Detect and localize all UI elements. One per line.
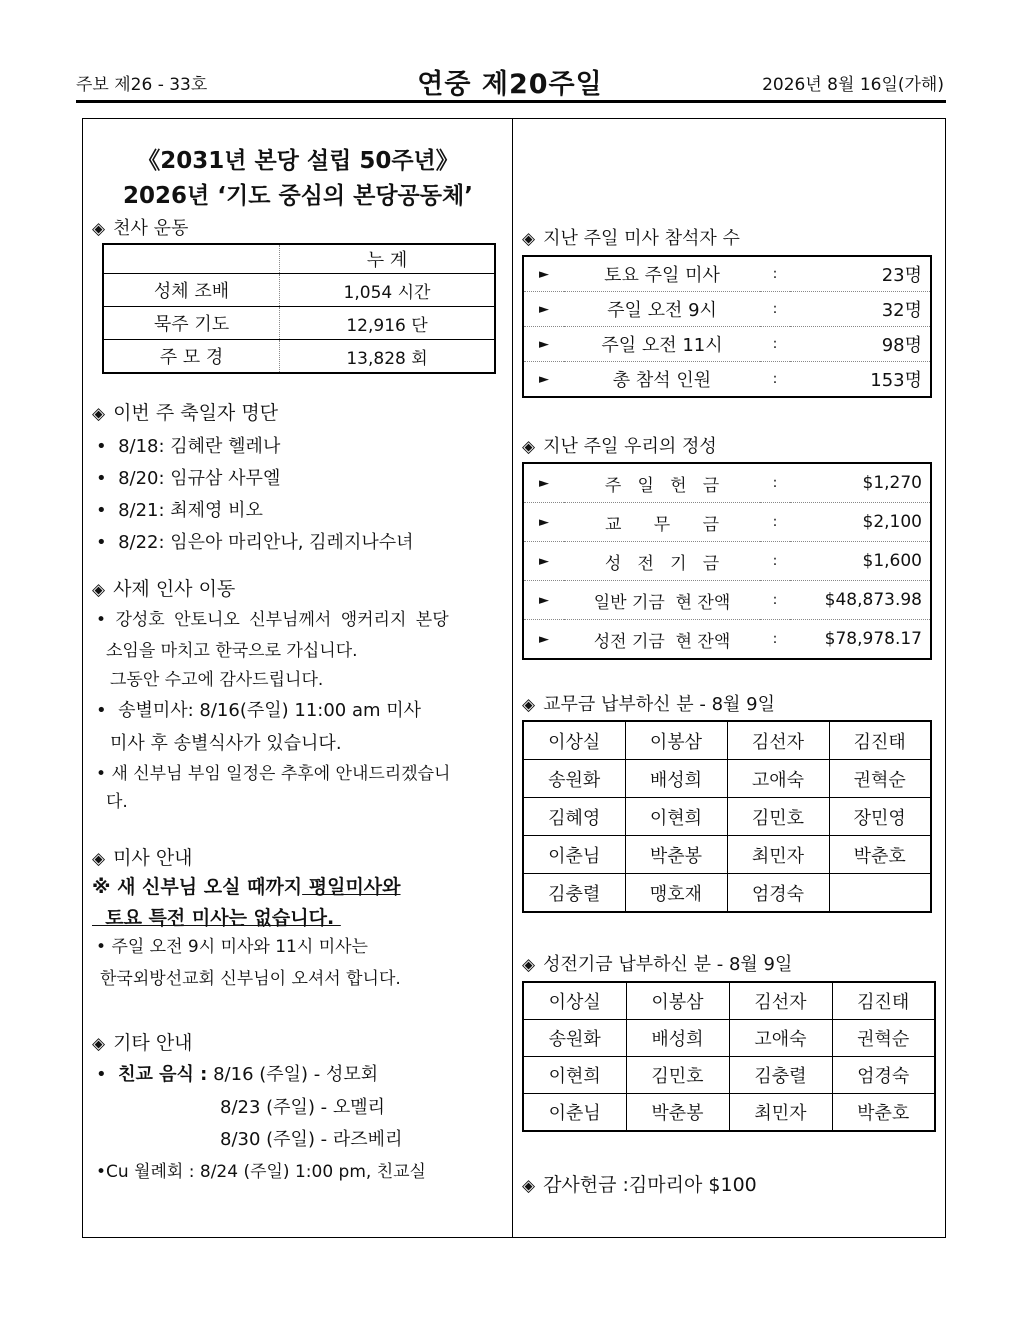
priest-text xyxy=(96,605,449,630)
header-rule xyxy=(76,100,946,103)
diamond-icon: ◈ xyxy=(92,1034,106,1054)
name-cell: 권혁순 xyxy=(829,760,931,798)
name-cell: 엄경숙 xyxy=(832,1057,935,1094)
priest-line: 다. xyxy=(106,792,128,812)
table-row xyxy=(523,542,931,581)
bullet-icon: • xyxy=(96,500,107,521)
attendance-label: 주일 오전 9시 xyxy=(564,292,760,327)
feast-item: 8/21: 최제영 비오 xyxy=(118,500,263,521)
arrow-icon: ► xyxy=(523,542,564,581)
mass-notice-underlined: 토요 특전 미사는 없습니다. xyxy=(92,907,341,929)
list-item xyxy=(96,496,263,522)
table-row xyxy=(523,1020,935,1057)
colon: : xyxy=(760,463,790,503)
name-cell: 이봉삼 xyxy=(625,721,727,760)
attendance-label: 주일 오전 11시 xyxy=(564,327,760,362)
feast-item: 8/22: 임은아 마리안나, 김레지나수녀 xyxy=(118,532,414,553)
offering-heading-text: 지난 주일 우리의 정성 xyxy=(543,436,717,457)
name-cell: 이춘님 xyxy=(523,836,625,874)
attendance-value: 153명 xyxy=(870,370,922,391)
name-cell: 맹호재 xyxy=(625,874,727,913)
table-row xyxy=(523,327,931,362)
arrow-icon: ► xyxy=(539,371,549,387)
attendance-label: 토요 주일 미사 xyxy=(564,256,760,292)
colon: : xyxy=(760,542,790,581)
table-row xyxy=(523,721,931,760)
diamond-icon: ◈ xyxy=(522,955,536,975)
priest-line: 강성호 안토니오 신부님께서 앵커리지 본당 xyxy=(115,610,449,630)
feast-heading xyxy=(92,398,278,425)
name-cell: 김민호 xyxy=(727,798,829,836)
table-row xyxy=(523,798,931,836)
thanks-offering-text: 감사헌금 :김마리아 $100 xyxy=(543,1174,757,1196)
offering-label: 주 일 헌 금 xyxy=(564,463,760,503)
priest-text xyxy=(96,759,450,784)
name-cell: 송원화 xyxy=(523,1020,626,1057)
attendance-heading xyxy=(522,224,740,250)
name-cell: 이상실 xyxy=(523,721,625,760)
table-row xyxy=(523,256,931,292)
issue-number: 주보 제26 - 33호 xyxy=(76,75,208,95)
offering-table xyxy=(522,462,932,660)
name-cell: 김충렬 xyxy=(729,1057,832,1094)
table-row xyxy=(103,307,495,340)
list-item xyxy=(96,464,280,490)
priest-line: 미사 후 송별식사가 있습니다. xyxy=(110,733,342,754)
bullet-icon: • xyxy=(96,610,107,630)
offering-heading xyxy=(522,432,717,458)
diamond-icon: ◈ xyxy=(522,695,536,715)
arrow-icon: ► xyxy=(523,503,564,542)
colon: : xyxy=(772,631,778,647)
arrow-icon: ► xyxy=(523,463,564,503)
colon: : xyxy=(760,327,790,362)
table-row xyxy=(523,1094,935,1132)
attendance-value: 98명 xyxy=(790,327,931,362)
name-cell: 김혜영 xyxy=(523,798,625,836)
table-row xyxy=(523,503,931,542)
colon: : xyxy=(772,371,778,387)
name-cell: 김진태 xyxy=(832,982,935,1020)
angel-label: 주 모 경 xyxy=(103,340,280,374)
mass-line: 한국외방선교회 신부님이 오셔서 합니다. xyxy=(100,969,401,989)
offering-label: 성 전 기 금 xyxy=(564,542,760,581)
angel-heading-text: 천사 운동 xyxy=(113,218,189,239)
list-item xyxy=(96,528,414,554)
food-item: 8/23 (주일) - 오멜리 xyxy=(220,1097,386,1118)
arrow-icon: ► xyxy=(523,327,564,362)
table-row xyxy=(523,760,931,798)
offering-value: $2,100 xyxy=(790,503,931,542)
angel-label: 성체 조배 xyxy=(103,274,280,307)
arrow-icon: ► xyxy=(523,581,564,620)
mass-notice-prefix: ※ 새 신부님 오실 때까지 xyxy=(92,876,303,898)
food-line xyxy=(96,1060,378,1086)
angel-value: 12,916 단 xyxy=(280,307,496,340)
feast-item: 8/20: 임규삼 사무엘 xyxy=(118,468,281,489)
name-cell: 박춘봉 xyxy=(625,836,727,874)
offering-value: $48,873.98 xyxy=(790,581,931,620)
bullet-icon: • xyxy=(96,1162,107,1182)
diamond-icon: ◈ xyxy=(522,1176,536,1196)
table-row xyxy=(523,362,931,398)
offering-value: $78,978.17 xyxy=(824,629,922,649)
diamond-icon: ◈ xyxy=(92,404,106,424)
bullet-icon: • xyxy=(96,468,107,489)
name-cell: 엄경숙 xyxy=(727,874,829,913)
name-cell: 김진태 xyxy=(829,721,931,760)
name-cell: 권혁순 xyxy=(832,1020,935,1057)
attendance-value: 23명 xyxy=(790,256,931,292)
colon: : xyxy=(760,581,790,620)
name-cell: 고애숙 xyxy=(729,1020,832,1057)
mass-heading-text: 미사 안내 xyxy=(113,847,193,869)
arrow-icon: ► xyxy=(523,256,564,292)
attendance-label: 총 참석 인원 xyxy=(612,370,712,391)
priest-heading xyxy=(92,574,235,601)
attendance-table xyxy=(522,255,932,398)
name-cell: 김선자 xyxy=(729,982,832,1020)
colon: : xyxy=(760,256,790,292)
priest-heading-text: 사제 인사 이동 xyxy=(113,578,236,600)
priest-line: 송별미사: 8/16(주일) 11:00 am 미사 xyxy=(118,700,422,721)
priest-text xyxy=(96,696,421,722)
banner-line-1: 《2031년 본당 설립 50주년》 xyxy=(137,148,459,174)
table-row xyxy=(103,274,495,307)
name-cell: 박춘호 xyxy=(829,836,931,874)
name-cell xyxy=(829,874,931,913)
diamond-icon: ◈ xyxy=(92,580,106,600)
name-cell: 이봉삼 xyxy=(626,982,729,1020)
name-cell: 이현희 xyxy=(523,1057,626,1094)
attendance-value: 32명 xyxy=(790,292,931,327)
other-heading xyxy=(92,1028,193,1055)
mass-text xyxy=(96,932,368,957)
cu-line xyxy=(96,1157,426,1182)
offering-label: 일반 기금 현 잔액 xyxy=(564,581,760,620)
table-row xyxy=(523,463,931,503)
bullet-icon: • xyxy=(96,1064,107,1085)
bullet-icon: • xyxy=(96,436,107,457)
name-cell: 송원화 xyxy=(523,760,625,798)
diamond-icon: ◈ xyxy=(522,229,536,249)
cu-text: Cu 월례회 : 8/24 (주일) 1:00 pm, 친교실 xyxy=(106,1162,426,1182)
food-item: 8/30 (주일) - 라즈베리 xyxy=(220,1129,403,1150)
name-cell: 최민자 xyxy=(729,1094,832,1132)
name-cell: 최민자 xyxy=(727,836,829,874)
name-cell: 김민호 xyxy=(626,1057,729,1094)
building-heading-text: 성전기금 납부하신 분 - 8월 9일 xyxy=(543,954,793,975)
angel-col-header: 누 계 xyxy=(280,244,496,274)
issue-date: 2026년 8월 16일(가해) xyxy=(762,75,944,95)
table-cell xyxy=(103,244,280,274)
thanks-offering xyxy=(522,1170,757,1197)
table-row xyxy=(523,836,931,874)
table-row xyxy=(523,581,931,620)
list-item xyxy=(96,432,280,458)
name-cell: 배성희 xyxy=(625,760,727,798)
name-cell: 고애숙 xyxy=(727,760,829,798)
feast-heading-text: 이번 주 축일자 명단 xyxy=(113,402,279,424)
mass-line: 주일 오전 9시 미사와 11시 미사는 xyxy=(111,937,368,957)
angel-table xyxy=(102,243,496,374)
bullet-icon: • xyxy=(96,532,107,553)
offering-label: 성전 기금 현 잔액 xyxy=(593,631,731,652)
priest-line: 새 신부님 부임 일정은 추후에 안내드리겠습니 xyxy=(111,764,451,784)
banner-line-2: 2026년 ‘기도 중심의 본당공동체’ xyxy=(123,183,473,209)
mass-notice-underlined: 평일미사와 xyxy=(302,876,401,898)
table-row xyxy=(103,244,495,274)
page-title: 연중 제20주일 xyxy=(417,69,603,100)
food-item: 8/16 (주일) - 성모회 xyxy=(207,1064,379,1085)
gyomu-heading xyxy=(522,690,775,716)
name-cell: 배성희 xyxy=(626,1020,729,1057)
gyomu-heading-text: 교무금 납부하신 분 - 8월 9일 xyxy=(543,694,775,715)
diamond-icon: ◈ xyxy=(92,849,106,869)
food-label: 친교 음식 : xyxy=(118,1064,208,1085)
column-divider xyxy=(512,118,513,1238)
name-cell: 이현희 xyxy=(625,798,727,836)
mass-heading xyxy=(92,843,193,870)
offering-value: $1,600 xyxy=(790,542,931,581)
table-row xyxy=(523,1057,935,1094)
bullet-icon: • xyxy=(96,937,107,957)
building-heading xyxy=(522,950,792,976)
diamond-icon: ◈ xyxy=(92,219,106,239)
name-cell: 박춘호 xyxy=(832,1094,935,1132)
name-cell: 김충렬 xyxy=(523,874,625,913)
table-row xyxy=(103,340,495,374)
arrow-icon: ► xyxy=(523,292,564,327)
angel-heading xyxy=(92,214,188,240)
attendance-heading-text: 지난 주일 미사 참석자 수 xyxy=(543,228,740,249)
table-row xyxy=(523,874,931,913)
name-cell: 장민영 xyxy=(829,798,931,836)
bullet-icon: • xyxy=(96,764,107,784)
colon: : xyxy=(760,503,790,542)
table-row xyxy=(523,982,935,1020)
angel-value: 1,054 시간 xyxy=(280,274,496,307)
angel-value: 13,828 회 xyxy=(280,340,496,374)
building-names-table xyxy=(522,981,936,1132)
colon: : xyxy=(760,292,790,327)
priest-line: 그동안 수고에 감사드립니다. xyxy=(110,670,324,690)
gyomu-names-table xyxy=(522,720,932,913)
table-row xyxy=(523,292,931,327)
angel-label: 묵주 기도 xyxy=(103,307,280,340)
mass-notice xyxy=(92,872,401,899)
diamond-icon: ◈ xyxy=(522,437,536,457)
offering-value: $1,270 xyxy=(790,463,931,503)
name-cell: 박춘봉 xyxy=(626,1094,729,1132)
name-cell: 이상실 xyxy=(523,982,626,1020)
table-row xyxy=(523,620,931,660)
offering-label: 교 무 금 xyxy=(564,503,760,542)
name-cell: 김선자 xyxy=(727,721,829,760)
name-cell: 이춘님 xyxy=(523,1094,626,1132)
arrow-icon: ► xyxy=(539,631,549,647)
feast-item: 8/18: 김혜란 헬레나 xyxy=(118,436,281,457)
priest-line: 소임을 마치고 한국으로 가십니다. xyxy=(106,641,358,661)
bullet-icon: • xyxy=(96,700,107,721)
other-heading-text: 기타 안내 xyxy=(113,1032,193,1054)
